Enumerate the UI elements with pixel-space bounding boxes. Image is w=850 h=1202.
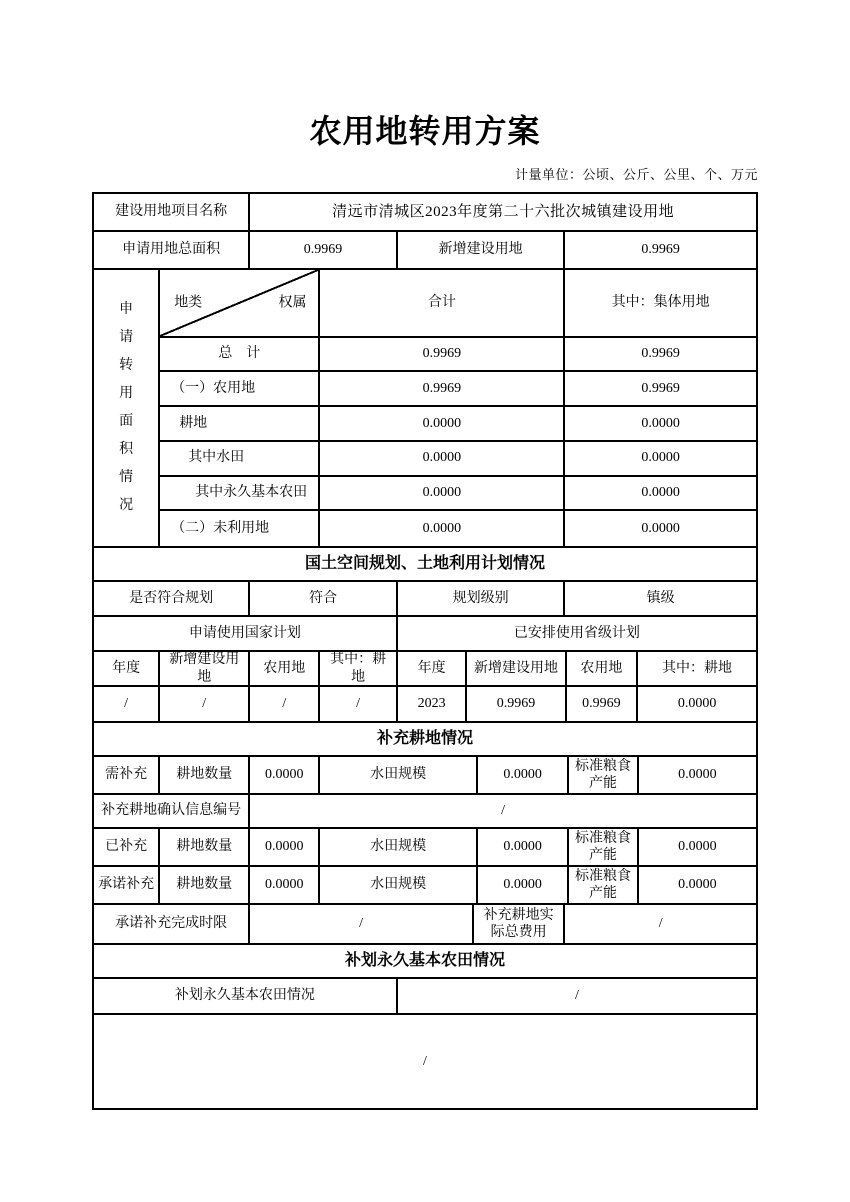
paddy-value: 0.0000 xyxy=(478,757,569,793)
planning-compliance-row xyxy=(94,582,756,617)
farmland-value: / xyxy=(574,988,579,1004)
plan-col-agri-1: 农用地 xyxy=(250,652,320,685)
conversion-header-row xyxy=(160,270,756,338)
total-area-label: 申请用地总面积 xyxy=(94,232,250,268)
plan-col-newland-2: 新增建设用地 xyxy=(467,652,566,685)
plan-val-year-2: 2023 xyxy=(398,687,468,721)
farmland-section-header: 补划永久基本农田情况 xyxy=(344,952,505,969)
conversion-side-label-cell xyxy=(94,270,160,546)
plan-val-year-1: / xyxy=(94,687,160,721)
plan-val-newland-2: 0.9969 xyxy=(467,687,566,721)
diagonal-land-type-label: 地类 xyxy=(174,295,203,310)
row-collective-value: 0.0000 xyxy=(641,485,680,501)
row-collective-value: 0.9969 xyxy=(641,380,680,396)
plan-val-agri-1: / xyxy=(250,687,320,721)
row-label: 总 计 xyxy=(160,338,320,371)
farmland-header-row xyxy=(94,945,756,979)
grain-label: 标准粮食产能 xyxy=(569,829,639,865)
supplement-deadline-row xyxy=(94,905,756,945)
supplement-required-row xyxy=(94,757,756,795)
planning-section-header: 国土空间规划、土地利用计划情况 xyxy=(304,555,545,572)
grain-value: 0.0000 xyxy=(678,877,717,893)
farmland-row xyxy=(94,979,756,1015)
remark-value: / xyxy=(423,1053,427,1069)
plan-col-year-2: 年度 xyxy=(398,652,468,685)
supplement-completed-row xyxy=(94,829,756,867)
qty-label: 耕地数量 xyxy=(160,829,250,865)
grain-label: 标准粮食产能 xyxy=(569,757,639,793)
farmland-label: 补划永久基本农田情况 xyxy=(94,979,398,1013)
conversion-row-agricultural xyxy=(160,372,756,407)
plan-split-header-row xyxy=(94,617,756,652)
form-table xyxy=(92,192,758,1110)
national-plan-header: 申请使用国家计划 xyxy=(94,617,398,650)
cost-value: / xyxy=(658,916,663,932)
qty-label: 耕地数量 xyxy=(160,757,250,793)
grain-label: 标准粮食产能 xyxy=(569,867,639,903)
supplement-header-row xyxy=(94,723,756,757)
row-collective-value: 0.0000 xyxy=(641,520,680,536)
supplement-confirm-row xyxy=(94,795,756,829)
confirm-value: / xyxy=(501,803,506,819)
conversion-row-permanent-farmland xyxy=(160,477,756,512)
supplement-category: 承诺补充 xyxy=(94,867,160,903)
grain-value: 0.0000 xyxy=(678,767,717,783)
compliance-value: 符合 xyxy=(250,582,398,615)
diagonal-ownership-label: 权属 xyxy=(278,295,307,310)
unit-note: 计量单位：公顷、公斤、公里、个、万元 xyxy=(514,167,758,182)
diagonal-header-cell xyxy=(160,270,320,336)
provincial-plan-header: 已安排使用省级计划 xyxy=(513,625,640,641)
plan-level-label: 规划级别 xyxy=(398,582,565,615)
plan-col-newland-1: 新增建设用地 xyxy=(160,652,250,685)
supplement-category: 已补充 xyxy=(94,829,160,865)
qty-value: 0.0000 xyxy=(250,757,320,793)
paddy-label: 水田规模 xyxy=(320,757,478,793)
plan-level-value: 镇级 xyxy=(646,590,675,606)
doc-title: 农用地转用方案 xyxy=(309,113,541,149)
row-label: （二）未利用地 xyxy=(160,511,320,546)
plan-val-agri-2: 0.9969 xyxy=(567,687,638,721)
row-label: （一）农用地 xyxy=(160,372,320,405)
remark-row xyxy=(94,1015,756,1108)
row-collective-value: 0.9969 xyxy=(641,346,680,362)
deadline-label: 承诺补充完成时限 xyxy=(94,905,250,943)
confirm-label: 补充耕地确认信息编号 xyxy=(94,795,250,827)
paddy-value: 0.0000 xyxy=(478,867,569,903)
conversion-subtable xyxy=(160,270,756,546)
plan-col-cultivated-1: 其中：耕地 xyxy=(320,652,397,685)
qty-label: 耕地数量 xyxy=(160,867,250,903)
row-total-value: 0.9969 xyxy=(320,372,565,405)
new-construction-label: 新增建设用地 xyxy=(398,232,565,268)
supplement-section-header: 补充耕地情况 xyxy=(376,730,473,747)
conversion-row-total xyxy=(160,338,756,373)
conversion-side-label: 申请转用面积情况 xyxy=(119,302,134,513)
total-area-row xyxy=(94,232,756,270)
conversion-row-unused xyxy=(160,511,756,546)
row-total-value: 0.0000 xyxy=(320,442,565,475)
row-label: 耕地 xyxy=(160,407,320,440)
paddy-label: 水田规模 xyxy=(320,867,478,903)
qty-value: 0.0000 xyxy=(250,829,320,865)
conversion-section xyxy=(94,270,756,548)
project-name-row xyxy=(94,194,756,232)
supplement-promised-row xyxy=(94,867,756,905)
project-name-value: 清远市清城区2023年度第二十六批次城镇建设用地 xyxy=(332,203,675,220)
total-area-value: 0.9969 xyxy=(250,232,398,268)
supplement-category: 需补充 xyxy=(94,757,160,793)
row-total-value: 0.0000 xyxy=(320,407,565,440)
paddy-value: 0.0000 xyxy=(478,829,569,865)
deadline-value: / xyxy=(250,905,474,943)
grain-value: 0.0000 xyxy=(678,839,717,855)
project-name-label: 建设用地项目名称 xyxy=(94,194,250,230)
plan-columns-row xyxy=(94,652,756,687)
compliance-label: 是否符合规划 xyxy=(94,582,250,615)
plan-col-agri-2: 农用地 xyxy=(567,652,638,685)
conversion-row-paddy xyxy=(160,442,756,477)
row-total-value: 0.0000 xyxy=(320,477,565,510)
row-total-value: 0.9969 xyxy=(320,338,565,371)
qty-value: 0.0000 xyxy=(250,867,320,903)
conversion-row-cultivated xyxy=(160,407,756,442)
new-construction-value: 0.9969 xyxy=(641,242,680,258)
row-total-value: 0.0000 xyxy=(320,511,565,546)
col-header-collective: 其中：集体用地 xyxy=(611,295,710,310)
plan-values-row xyxy=(94,687,756,723)
plan-col-cultivated-2: 其中：耕地 xyxy=(662,660,733,676)
cost-label: 补充耕地实际总费用 xyxy=(474,905,565,943)
row-collective-value: 0.0000 xyxy=(641,415,680,431)
plan-val-newland-1: / xyxy=(160,687,250,721)
planning-header-row xyxy=(94,548,756,582)
col-header-total: 合计 xyxy=(320,270,565,336)
row-collective-value: 0.0000 xyxy=(641,450,680,466)
plan-val-cultivated-1: / xyxy=(320,687,397,721)
paddy-label: 水田规模 xyxy=(320,829,478,865)
row-label: 其中水田 xyxy=(160,442,320,475)
row-label: 其中永久基本农田 xyxy=(160,477,320,510)
plan-val-cultivated-2: 0.0000 xyxy=(677,696,717,712)
plan-col-year-1: 年度 xyxy=(94,652,160,685)
